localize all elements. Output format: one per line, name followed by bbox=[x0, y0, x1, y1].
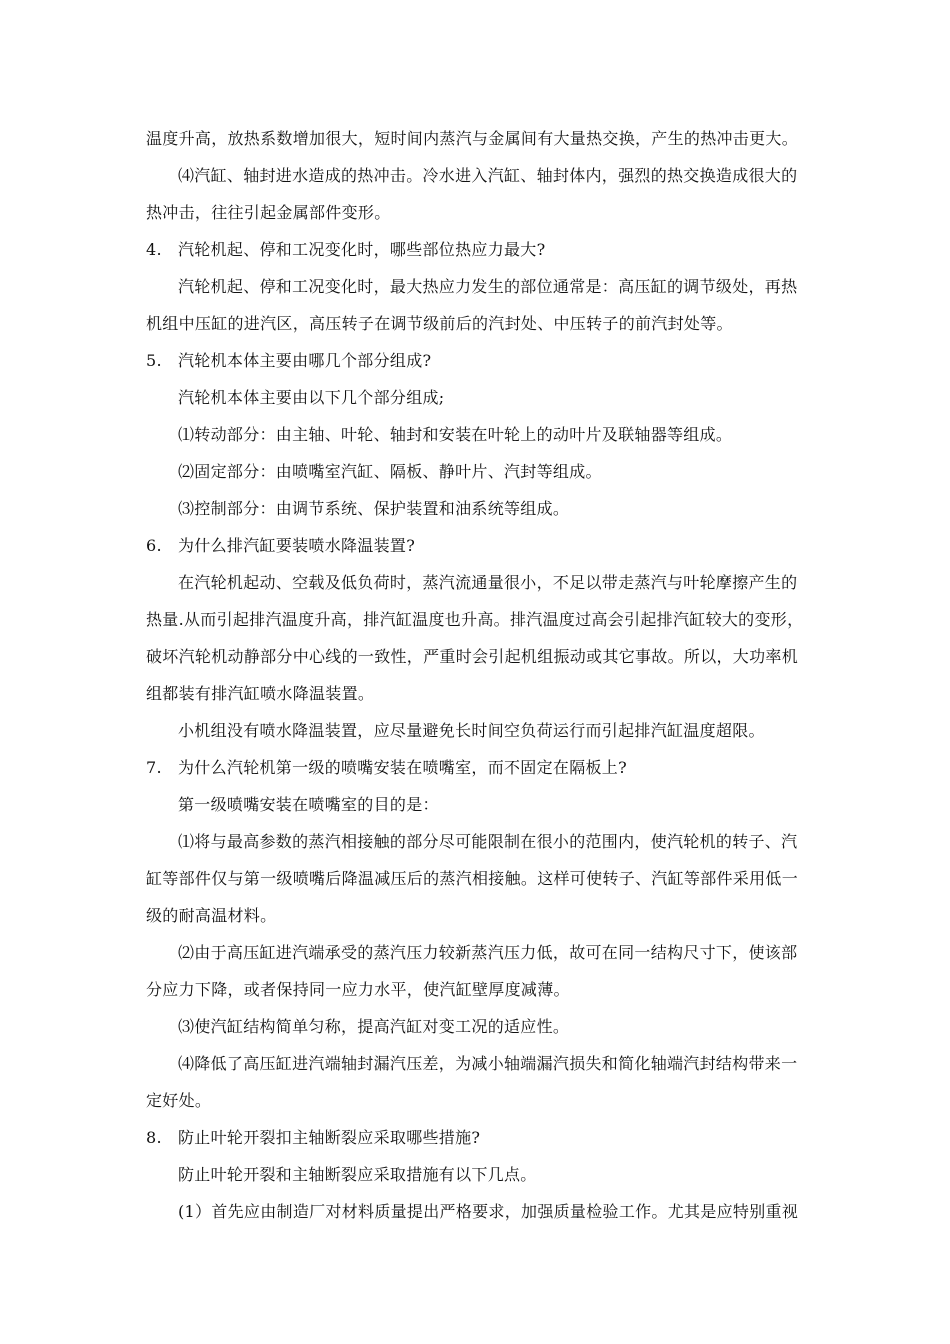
answer-paragraph: 小机组没有喷水降温装置，应尽量避免长时间空负荷运行而引起排汽缸温度超限。 bbox=[178, 721, 765, 740]
question-6 bbox=[146, 527, 810, 564]
list-item: ⑷降低了高压缸进汽端轴封漏汽压差，为减小轴端漏汽损失和简化轴端汽封结构带来一定好处。 bbox=[146, 1054, 798, 1110]
paragraph-item-4: ⑷汽缸、轴封进水造成的热冲击。冷水进入汽缸、轴封体内，强烈的热交换造成很大的热冲击，往往引起金属部件变形。 bbox=[146, 166, 798, 222]
answer-paragraph: 第一级喷嘴安装在喷嘴室的目的是： bbox=[178, 795, 439, 814]
question-7 bbox=[146, 749, 810, 786]
question-text: 为什么汽轮机第一级的喷嘴安装在喷嘴室，而不固定在隔板上? bbox=[178, 758, 627, 777]
list-item: ⑴转动部分：由主轴、叶轮、轴封和安装在叶轮上的动叶片及联轴器等组成。 bbox=[178, 425, 733, 444]
question-number: 8. bbox=[146, 1128, 162, 1147]
question-text: 防止叶轮开裂扣主轴断裂应采取哪些措施? bbox=[178, 1128, 481, 1147]
answer-paragraph: 防止叶轮开裂和主轴断裂应采取措施有以下几点。 bbox=[178, 1165, 537, 1184]
list-item: ⑶控制部分：由调节系统、保护装置和油系统等组成。 bbox=[178, 499, 570, 518]
question-text: 为什么排汽缸要装喷水降温装置? bbox=[178, 536, 416, 555]
list-item: ⑴将与最高参数的蒸汽相接触的部分尽可能限制在很小的范围内，使汽轮机的转子、汽缸等部件仅与第一级喷嘴后降温减压后的蒸汽相接触。这样可使转子、汽缸等部件采用低一级的耐高温材料。 bbox=[146, 832, 799, 925]
answer-paragraph: 汽轮机起、停和工况变化时，最大热应力发生的部位通常是：高压缸的调节级处，再热机组中压缸的进汽区，高压转子在调节级前后的汽封处、中压转子的前汽封处等。 bbox=[146, 277, 798, 333]
answer-paragraph: 在汽轮机起动、空载及低负荷时，蒸汽流通量很小，不足以带走蒸汽与叶轮摩擦产生的热量.从而引起排汽温度升高，排汽缸温度也升高。排汽温度过高会引起排汽缸较大的变形，破坏汽轮机动静部分中心线的一致性，严重时会引起机组振动或其它事故。所以，大功率机组都装有排汽缸喷水降温装置。 bbox=[146, 573, 804, 703]
question-number: 6. bbox=[146, 536, 162, 555]
question-number: 7. bbox=[146, 758, 162, 777]
question-4 bbox=[146, 231, 810, 268]
list-item: (1）首先应由制造厂对材料质量提出严格要求，加强质量检验工作。尤其是应特别重视 bbox=[178, 1202, 799, 1221]
answer-paragraph: 汽轮机本体主要由以下几个部分组成; bbox=[178, 388, 445, 407]
paragraph-continuation: 温度升高，放热系数增加很大，短时间内蒸汽与金属间有大量热交换，产生的热冲击更大。 bbox=[146, 129, 799, 148]
list-item: ⑵由于高压缸进汽端承受的蒸汽压力较新蒸汽压力低，故可在同一结构尺寸下，使该部分应力下降，或者保持同一应力水平，使汽缸壁厚度减薄。 bbox=[146, 943, 798, 999]
question-5 bbox=[146, 342, 810, 379]
question-text: 汽轮机本体主要由哪几个部分组成? bbox=[178, 351, 432, 370]
list-item: ⑶使汽缸结构简单匀称，提高汽缸对变工况的适应性。 bbox=[178, 1017, 570, 1036]
question-text: 汽轮机起、停和工况变化时，哪些部位热应力最大? bbox=[178, 240, 546, 259]
question-8 bbox=[146, 1119, 810, 1156]
list-item: ⑵固定部分：由喷嘴室汽缸、隔板、静叶片、汽封等组成。 bbox=[178, 462, 602, 481]
question-number: 5. bbox=[146, 351, 162, 370]
question-number: 4. bbox=[146, 240, 162, 259]
